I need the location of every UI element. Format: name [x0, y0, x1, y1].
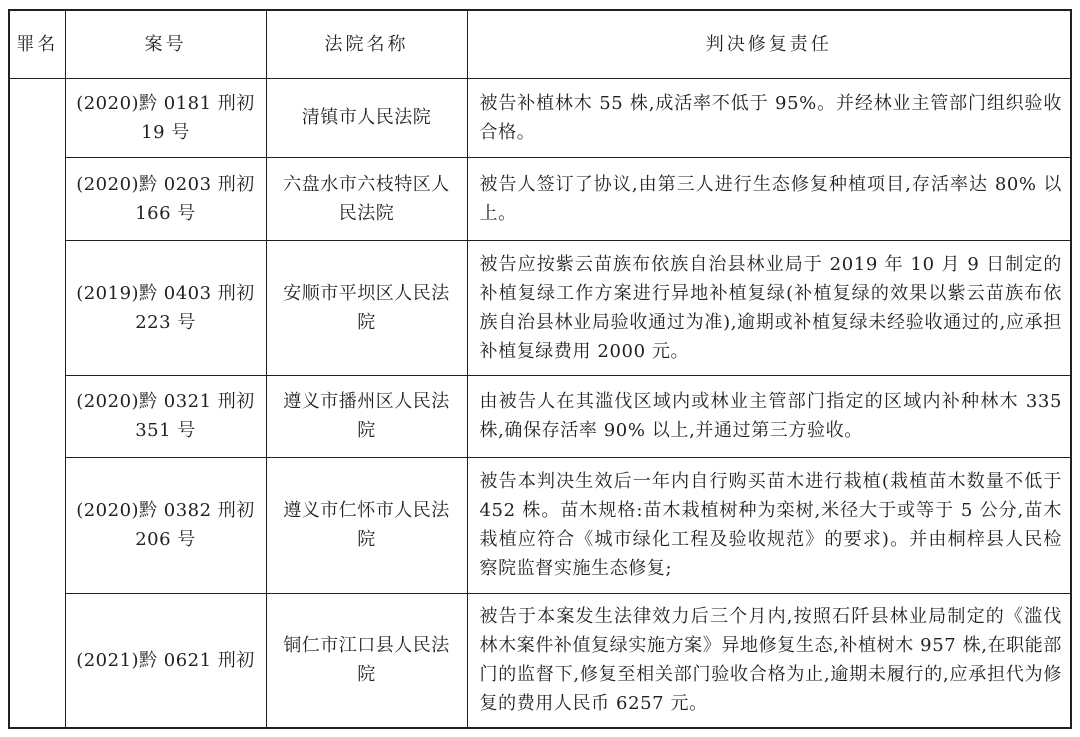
table-row [9, 240, 1071, 375]
table-header-row [9, 10, 1071, 78]
case-number-cell: (2019)黔 0403 刑初 223 号 [65, 240, 266, 375]
court-name-cell: 六盘水市六枝特区人民法院 [266, 157, 467, 240]
court-name-cell: 清镇市人民法院 [266, 78, 467, 157]
table-row [9, 457, 1071, 593]
court-name-cell: 遵义市播州区人民法院 [266, 375, 467, 457]
table-row [9, 593, 1071, 728]
responsibility-cell: 被告应按紫云苗族布依族自治县林业局于 2019 年 10 月 9 日制定的补植复绿工作方案进行异地补植复绿(补植复绿的效果以紫云苗族布依族自治县林业局验收通过为准),逾期或补植复绿未经验收通过的,应承担补植复绿费用 2000 元。 [467, 240, 1071, 375]
table-row [9, 375, 1071, 457]
judgment-table [8, 9, 1072, 729]
case-number-cell: (2020)黔 0321 刑初 351 号 [65, 375, 266, 457]
responsibility-cell: 被告本判决生效后一年内自行购买苗木进行栽植(栽植苗木数量不低于 452 株。苗木规格:苗木栽植树种为栾树,米径大于或等于 5 公分,苗木栽植应符合《城市绿化工程及验收规范》的要求)。并由桐梓县人民检察院监督实施生态修复; [467, 457, 1071, 593]
header-case-number: 案号 [65, 10, 266, 78]
court-name-cell: 安顺市平坝区人民法院 [266, 240, 467, 375]
case-number-cell: (2021)黔 0621 刑初 [65, 593, 266, 728]
table-row [9, 157, 1071, 240]
case-number-cell: (2020)黔 0203 刑初 166 号 [65, 157, 266, 240]
responsibility-cell: 被告于本案发生法律效力后三个月内,按照石阡县林业局制定的《滥伐林木案件补值复绿实施方案》异地修复生态,补植树木 957 株,在职能部门的监督下,修复至相关部门验收合格为止,逾期未履行的,应承担代为修复的费用人民币 6257 元。 [467, 593, 1071, 728]
court-name-cell: 遵义市仁怀市人民法院 [266, 457, 467, 593]
table-row [9, 78, 1071, 157]
crime-cell [9, 78, 65, 728]
case-number-cell: (2020)黔 0382 刑初 206 号 [65, 457, 266, 593]
case-number-cell: (2020)黔 0181 刑初 19 号 [65, 78, 266, 157]
responsibility-cell: 被告人签订了协议,由第三人进行生态修复种植项目,存活率达 80% 以上。 [467, 157, 1071, 240]
responsibility-cell: 被告补植林木 55 株,成活率不低于 95%。并经林业主管部门组织验收合格。 [467, 78, 1071, 157]
responsibility-cell: 由被告人在其滥伐区域内或林业主管部门指定的区域内补种林木 335 株,确保存活率 90% 以上,并通过第三方验收。 [467, 375, 1071, 457]
header-repair-responsibility: 判决修复责任 [467, 10, 1071, 78]
header-court-name: 法院名称 [266, 10, 467, 78]
header-crime: 罪名 [9, 10, 65, 78]
court-name-cell: 铜仁市江口县人民法院 [266, 593, 467, 728]
